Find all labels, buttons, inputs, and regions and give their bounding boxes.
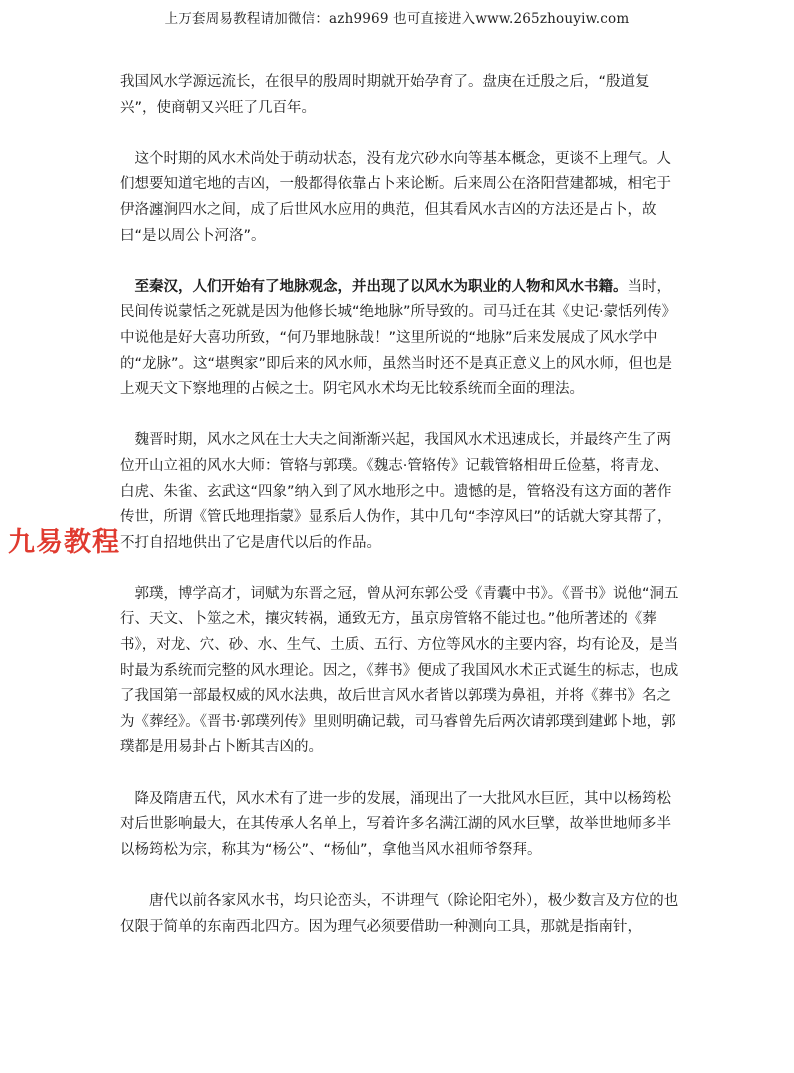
paragraph-4 (120, 428, 680, 556)
paragraph-1 (120, 70, 680, 121)
paragraph-5 (120, 582, 680, 761)
paragraph-5-text: 郭璞，博学高才，词赋为东晋之冠，曾从河东郭公受《青囊中书》。《晋书》说他“洞五行、天文、卜筮之术，攘灾转祸，通致无方，虽京房管辂不能过也。”他所著述的《葬书》，对龙、穴、砂、水、生气、土质、五行、方位等风水的主要内容，均有论及，是当时最为系统而完整的风水理论。因之，《葬书》便成了我国风水术正式诞生的标志，也成了我国第一部最权威的风水法典，故后世言风水者皆以郭璞为鼻祖，并将《葬书》名之为《葬经》。《晋书·郭璞列传》里则明确记载，司马睿曾先后两次请郭璞到建邺卜地，郭璞都是用易卦占卜断其吉凶的。 (120, 585, 679, 756)
paragraph-6 (120, 787, 680, 864)
paragraph-3-bold: 至秦汉，人们开始有了地脉观念，并出现了以风水为职业的人物和风水书籍。 (120, 278, 628, 295)
paragraph-2 (120, 147, 680, 249)
paragraph-3-text: 当时，民间传说蒙恬之死就是因为他修长城“绝地脉”所导致的。司马迁在其《史记·蒙恬列传》中说他是好大喜功所致，“何乃罪地脉哉！”这里所说的“地脉”后来发展成了风水学中的“龙脉”。这“堪舆家”即后来的风水师，虽然当时还不是真正意义上的风水师，但也是上观天文下察地理的占候之士。阴宅风水术均无比较系统而全面的理法。 (120, 278, 677, 398)
paragraph-6-text: 降及隋唐五代，风水术有了进一步的发展，涌现出了一大批风水巨匠，其中以杨筠松对后世影响最大，在其传承人名单上，写着许多名满江湖的风水巨擘，故举世地师多半以杨筠松为宗，称其为“杨公”、“杨仙”，拿他当风水祖师爷祭拜。 (120, 790, 671, 858)
paragraph-7-text: 唐代以前各家风水书，均只论峦头，不讲理气（除论阳宅外），极少数言及方位的也仅限于简单的东南西北四方。因为理气必须要借助一种测向工具，那就是指南针， (120, 893, 679, 935)
paragraph-2-text: 这个时期的风水术尚处于萌动状态，没有龙穴砂水向等基本概念，更谈不上理气。人们想要知道宅地的吉凶，一般都得依靠占卜来论断。后来周公在洛阳营建都城，相宅于伊洛瀍涧四水之间，成了后世风水应用的典范，但其看风水吉凶的方法还是占卜，故曰“是以周公卜河洛”。 (120, 150, 671, 244)
paragraph-7 (120, 889, 680, 940)
document-body (120, 70, 680, 966)
paragraph-1-text: 我国风水学源远流长，在很早的殷周时期就开始孕育了。盘庚在迁殷之后，“殷道复兴”，使商朝又兴旺了几百年。 (120, 74, 650, 116)
page-header: 上万套周易教程请加微信：azh9969 也可直接进入www.265zhouyiw.com (164, 11, 630, 27)
paragraph-4-text: 魏晋时期，风水之风在士大夫之间渐渐兴起，我国风水术迅速成长，并最终产生了两位开山立祖的风水大师：管辂与郭璞。《魏志·管辂传》记载管辂相毌丘俭墓，将青龙、白虎、朱雀、玄武这“四象”纳入到了风水地形之中。遗憾的是，管辂没有这方面的著作传世，所谓《管氏地理指蒙》显系后人伪作，其中几句“李淳风曰”的话就大穿其帮了，不打自招地供出了它是唐代以后的作品。 (120, 432, 672, 551)
watermark-logo: 九易教程 (8, 527, 120, 558)
paragraph-3 (120, 275, 680, 403)
